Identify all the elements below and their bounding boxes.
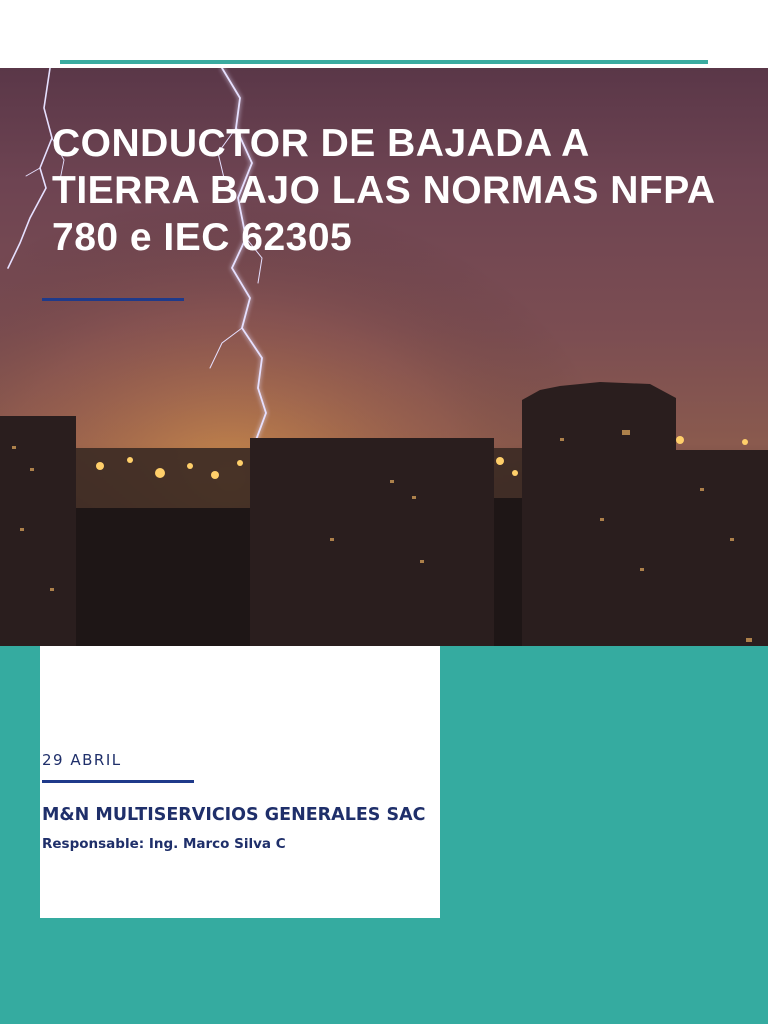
title-underline: [42, 298, 184, 301]
company-name: M&N MULTISERVICIOS GENERALES SAC: [42, 805, 426, 825]
cover-date: 29 ABRIL: [42, 751, 122, 769]
date-underline: [42, 780, 194, 783]
cover-title: CONDUCTOR DE BAJADA A TIERRA BAJO LAS NORMAS NFPA 780 e IEC 62305: [52, 122, 715, 259]
top-accent-rule: [60, 60, 708, 64]
responsable-line: Responsable: Ing. Marco Silva C: [42, 836, 286, 852]
